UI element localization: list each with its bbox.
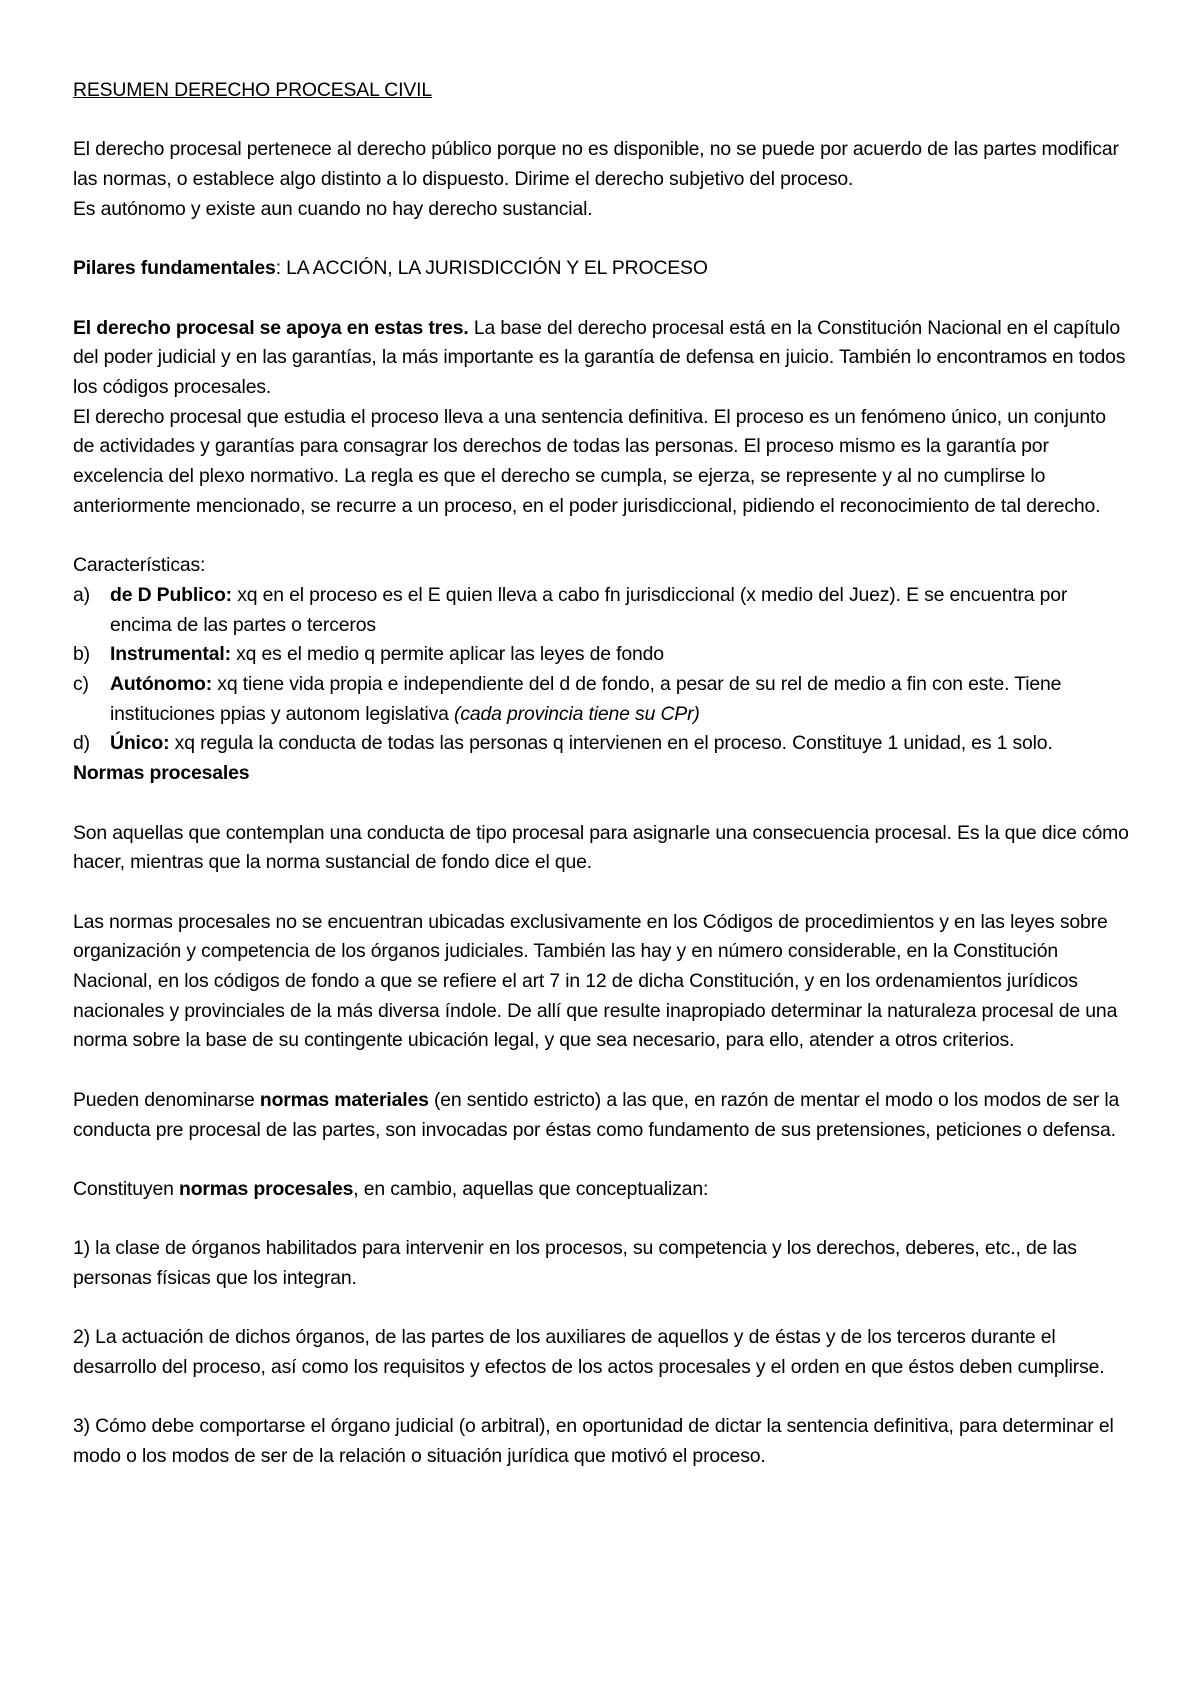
caracteristica-term: Instrumental:	[110, 643, 231, 666]
apoyo-lead: El derecho procesal se apoya en estas tres.	[73, 316, 469, 339]
apoyo-text: La base del derecho procesal está en la Constitución Nacional en el capítulo del poder judicial y en las garantías, la más importante es la garantía de defensa en juicio. También lo encontramos en todos los códigos procesales.	[73, 316, 1126, 398]
spacer	[73, 522, 1130, 552]
intro-paragraph-2: Es autónomo y existe aun cuando no hay derecho sustancial.	[73, 197, 593, 220]
list-marker: c)	[73, 673, 89, 695]
caracteristica-term: Único:	[110, 732, 170, 755]
list-marker: a)	[73, 583, 90, 606]
caracteristica-item	[73, 729, 1130, 759]
list-marker: d)	[73, 732, 90, 755]
apoyo-paragraph	[73, 314, 1130, 403]
normas-procesales-term: normas procesales	[179, 1177, 354, 1200]
pilares-text: : LA ACCIÓN, LA JURISDICCIÓN Y EL PROCESO	[275, 257, 708, 280]
proceso-paragraph: El derecho procesal que estudia el proceso lleva a una sentencia definitiva. El proceso es un fenómeno único, un conjunto de actividades y garantías para consagrar los derechos de todas las personas. El proceso mismo es la garantía por excelencia del plexo normativo. La regla es que el derecho se cumpla, se ejerza, se represente y al no cumplirse lo anteriormente mencionado, se recurre a un proceso, en el poder jurisdiccional, pidiendo el reconocimiento de tal derecho.	[73, 405, 1106, 517]
spacer	[73, 878, 1130, 908]
caracteristica-item	[73, 581, 1130, 640]
list-marker: b)	[73, 643, 90, 666]
text-run: , en cambio, aquellas que conceptualizan:	[353, 1177, 709, 1200]
spacer	[73, 106, 1130, 136]
spacer	[73, 1205, 1130, 1235]
caracteristicas-list	[73, 581, 1130, 759]
caracteristica-item	[73, 670, 1130, 729]
text-run: Constituyen	[73, 1177, 179, 1200]
caracteristica-text: xq es el medio q permite aplicar las leyes de fondo	[230, 643, 664, 666]
spacer	[73, 1294, 1130, 1324]
normas-procesales-paragraph	[73, 1175, 1130, 1205]
document-title: RESUMEN DERECHO PROCESAL CIVIL	[73, 79, 432, 101]
normas-materiales-term: normas materiales	[259, 1088, 429, 1111]
spacer	[73, 284, 1130, 314]
caracteristica-text: xq tiene vida propia e independiente del d de fondo, a pesar de su rel de medio a fin con este. Tiene instituciones ppias y autonom legislativa	[110, 673, 1062, 725]
spacer	[73, 1145, 1130, 1175]
caracteristica-term: de D Publico:	[110, 583, 232, 606]
caracteristica-term: Autónomo:	[110, 673, 213, 695]
caracteristica-note: (cada provincia tiene su CPr)	[454, 702, 700, 725]
caracteristica-text: xq regula la conducta de todas las personas q intervienen en el proceso. Constituye 1 unidad, es 1 solo.	[169, 732, 1053, 755]
spacer	[73, 789, 1130, 819]
numbered-paragraph-1: 1) la clase de órganos habilitados para intervenir en los procesos, su competencia y los derechos, deberes, etc., de las personas físicas que los integran.	[73, 1237, 1077, 1289]
caracteristicas-label: Características:	[73, 554, 206, 577]
intro-paragraph-1: El derecho procesal pertenece al derecho público porque no es disponible, no se puede por acuerdo de las partes modificar las normas, o establece algo distinto a lo dispuesto. Dirime el derecho subjetivo del proceso.	[73, 138, 1119, 191]
normas-heading: Normas procesales	[73, 762, 250, 785]
pilares-paragraph	[73, 254, 1130, 284]
normas-paragraph-1: Son aquellas que contemplan una conducta de tipo procesal para asignarle una consecuencia procesal. Es la que dice cómo hacer, mientras que la norma sustancial de fondo dice el que.	[73, 821, 1129, 874]
normas-paragraph-2: Las normas procesales no se encuentran ubicadas exclusivamente en los Códigos de procedimientos y en las leyes sobre organización y competencia de los órganos judiciales. También las hay y en número considerable, en la Constitución Nacional, en los códigos de fondo a que se refiere el art 7 in 12 de dicha Constitución, y en los ordenamientos jurídicos nacionales y provinciales de la más diversa índole. De allí que resulte inapropiado determinar la naturaleza procesal de una norma sobre la base de su contingente ubicación legal, y que sea necesario, para ello, atender a otros criterios.	[73, 910, 1118, 1052]
normas-materiales-paragraph	[73, 1086, 1130, 1145]
text-run: (en sentido estricto) a las que, en razón de mentar el modo o los modos de ser la conducta pre procesal de las partes, son invocadas por éstas como fundamento de sus pretensiones, peticiones o defensa.	[73, 1088, 1120, 1141]
pilares-label: Pilares fundamentales	[73, 257, 276, 280]
numbered-paragraph-3: 3) Cómo debe comportarse el órgano judicial (o arbitral), en oportunidad de dictar la sentencia definitiva, para determinar el modo o los modos de ser de la relación o situación jurídica que motivó el proceso.	[73, 1415, 1114, 1468]
numbered-paragraph-2: 2) La actuación de dichos órganos, de las partes de los auxiliares de aquellos y de éstas y de los terceros durante el desarrollo del proceso, así como los requisitos y efectos de los actos procesales y el orden en que éstos deben cumplirse.	[73, 1326, 1105, 1379]
text-run: Pueden denominarse	[73, 1088, 260, 1111]
caracteristica-text: xq en el proceso es el E quien lleva a cabo fn jurisdiccional (x medio del Juez). E se encuentra por encima de las partes o terceros	[110, 583, 1068, 636]
spacer	[73, 225, 1130, 255]
spacer	[73, 1383, 1130, 1413]
caracteristica-item	[73, 640, 1130, 670]
spacer	[73, 1056, 1130, 1086]
